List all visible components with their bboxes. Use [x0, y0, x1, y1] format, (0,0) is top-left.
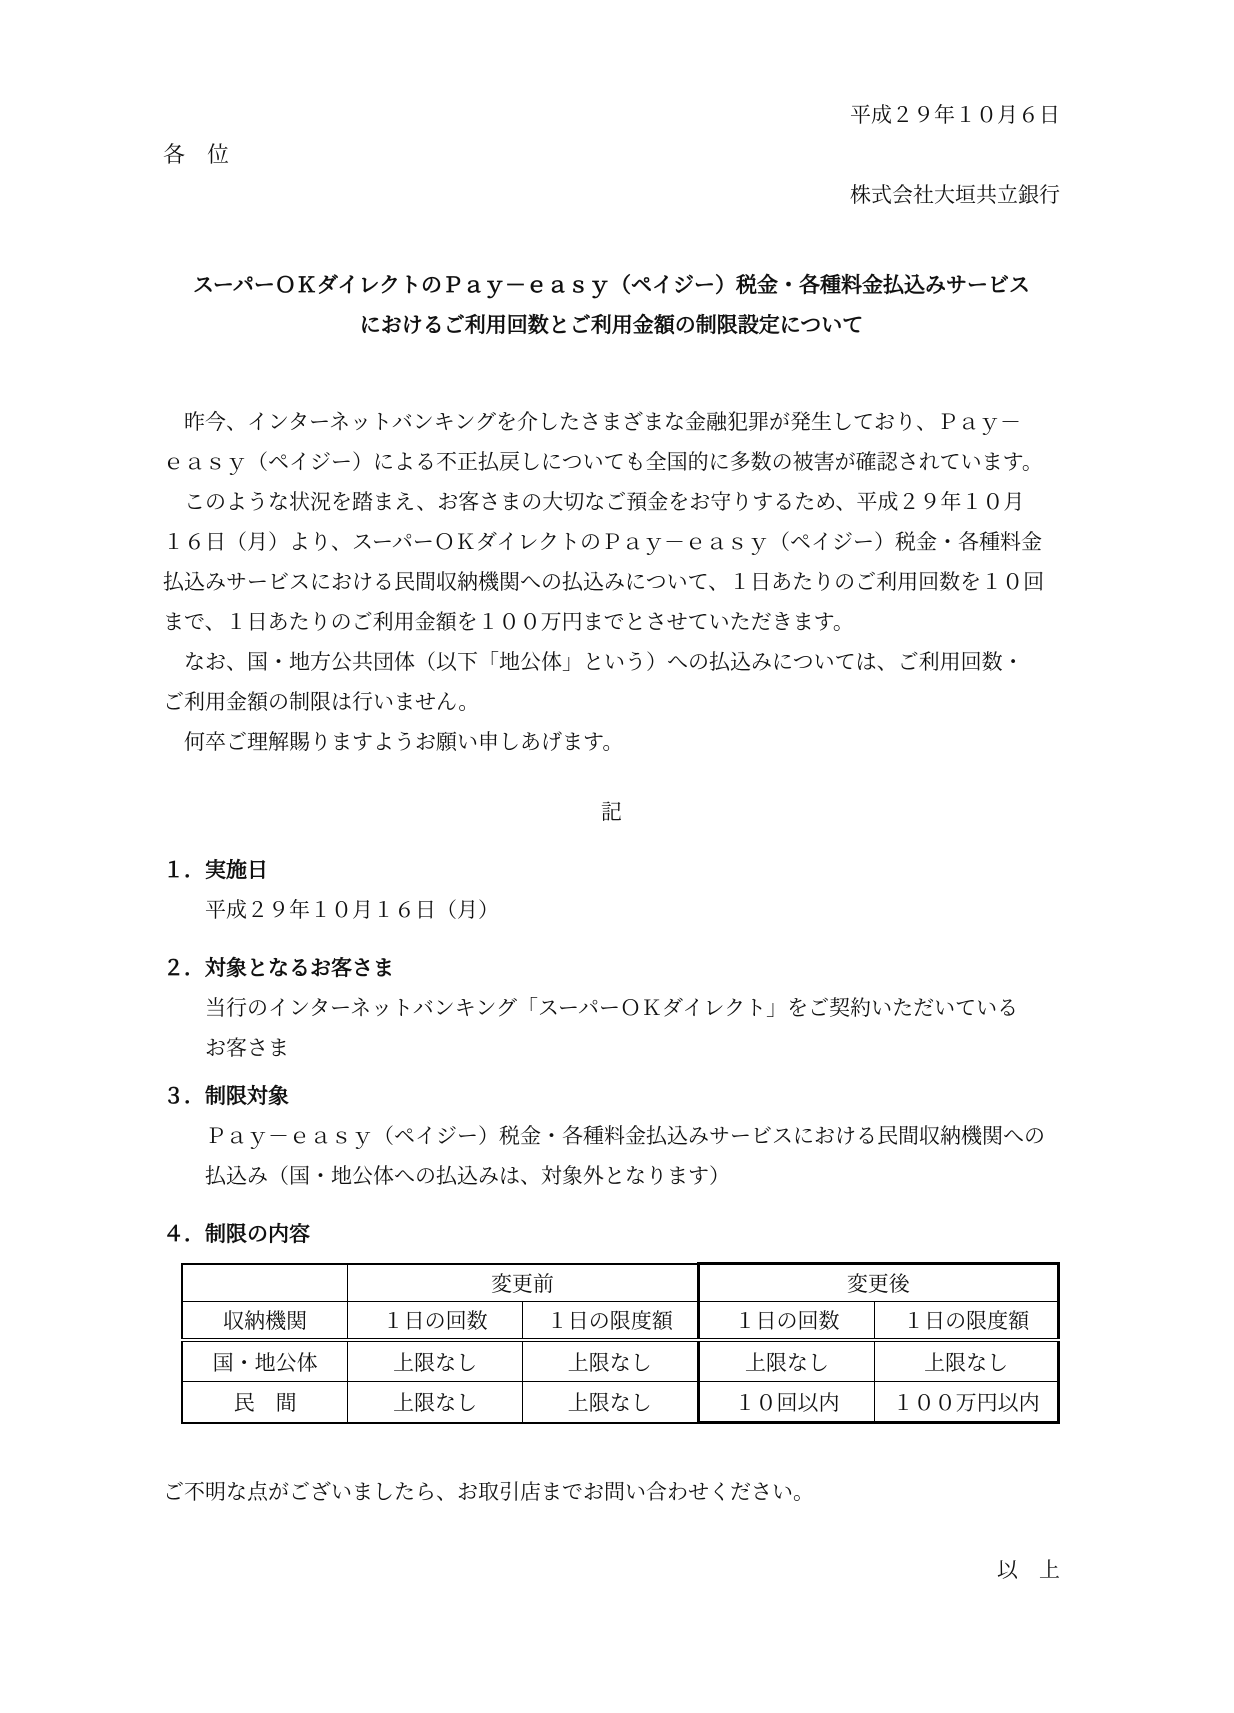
document-title-line2: におけるご利用回数とご利用金額の制限設定について [359, 314, 864, 337]
document-title [163, 266, 1060, 346]
table-cell: 上限なし [348, 1340, 523, 1382]
intro-line: 何卒ご理解賜りますようお願い申しあげます。 [163, 730, 624, 754]
col-header-institution: 収納機関 [182, 1302, 348, 1341]
col-header-after-limit: １日の限度額 [875, 1302, 1059, 1341]
table-cell: 上限なし [875, 1340, 1059, 1382]
document-title-line1: スーパーＯＫダイレクトのＰａｙ－ｅａｓｙ（ペイジー）税金・各種料金払込みサービス [192, 274, 1031, 297]
intro-line: １６日（月）より、スーパーＯＫダイレクトのＰａｙ－ｅａｓｙ（ペイジー）税金・各種料金 [163, 530, 1043, 554]
section-heading: １．実施日 [163, 859, 268, 882]
col-header-before-count: １日の回数 [348, 1302, 523, 1341]
col-group-after: 変更後 [698, 1264, 1058, 1302]
section-restriction-target [163, 1078, 1060, 1196]
intro-line: ｅａｓｙ（ペイジー）による不正払戻しについても全国的に多数の被害が確認されています。 [163, 450, 1043, 474]
table-row-private [182, 1382, 1059, 1423]
col-header-after-count: １日の回数 [698, 1302, 875, 1341]
intro-paragraphs [163, 402, 1060, 762]
section-text-line: 払込み（国・地公体への払込みは、対象外となります） [205, 1164, 730, 1188]
section-heading: ４．制限の内容 [163, 1223, 310, 1246]
section-text-line: 平成２９年１０月１６日（月） [205, 898, 499, 922]
intro-line: 払込みサービスにおける民間収納機関への払込みについて、１日あたりのご利用回数を１０回 [163, 570, 1045, 594]
section-restriction-details [163, 1216, 1060, 1424]
section-implementation-date [163, 852, 1060, 930]
limits-table [181, 1262, 1060, 1424]
closing-marker: 以 上 [997, 1558, 1060, 1582]
company-name: 株式会社大垣共立銀行 [850, 183, 1060, 207]
intro-line: 昨今、インターネットバンキングを介したさまざまな金融犯罪が発生しており、Ｐａｙ－ [163, 410, 1022, 434]
col-group-before: 変更前 [348, 1264, 698, 1302]
section-text-line: 当行のインターネットバンキング「スーパーＯＫダイレクト」をご契約いただいている [205, 996, 1019, 1020]
intro-line: まで、１日あたりのご利用金額を１００万円までとさせていただきます。 [163, 610, 854, 634]
recipient-line: 各 位 [163, 142, 230, 167]
table-cell: 上限なし [698, 1340, 875, 1382]
table-corner-cell [182, 1264, 348, 1302]
ki-marker: 記 [601, 800, 622, 824]
col-header-before-limit: １日の限度額 [522, 1302, 698, 1341]
table-cell: １０回以内 [698, 1382, 875, 1423]
row-label: 民 間 [182, 1382, 348, 1423]
intro-line: なお、国・地方公共団体（以下「地公体」という）への払込みについては、ご利用回数・ [163, 650, 1024, 674]
table-cell: １００万円以内 [875, 1382, 1059, 1423]
table-cell: 上限なし [348, 1382, 523, 1423]
intro-line: ご利用金額の制限は行いません。 [163, 690, 480, 714]
intro-line: このような状況を踏まえ、お客さまの大切なご預金をお守りするため、平成２９年１０月 [163, 490, 1025, 514]
section-text-line: お客さま [205, 1036, 289, 1060]
table-group-header-row [182, 1264, 1059, 1302]
table-row-government [182, 1340, 1059, 1382]
table-header-row [182, 1302, 1059, 1341]
contact-note: ご不明な点がございましたら、お取引店までお問い合わせください。 [163, 1480, 814, 1504]
row-label: 国・地公体 [182, 1340, 348, 1382]
table-cell: 上限なし [522, 1382, 698, 1423]
table-cell: 上限なし [522, 1340, 698, 1382]
section-heading: ２．対象となるお客さま [163, 957, 394, 980]
section-heading: ３．制限対象 [163, 1085, 289, 1108]
document-date: 平成２９年１０月６日 [850, 103, 1060, 127]
section-text-line: Ｐａｙ－ｅａｓｙ（ペイジー）税金・各種料金払込みサービスにおける民間収納機関への [205, 1124, 1045, 1148]
section-target-customers [163, 950, 1060, 1068]
